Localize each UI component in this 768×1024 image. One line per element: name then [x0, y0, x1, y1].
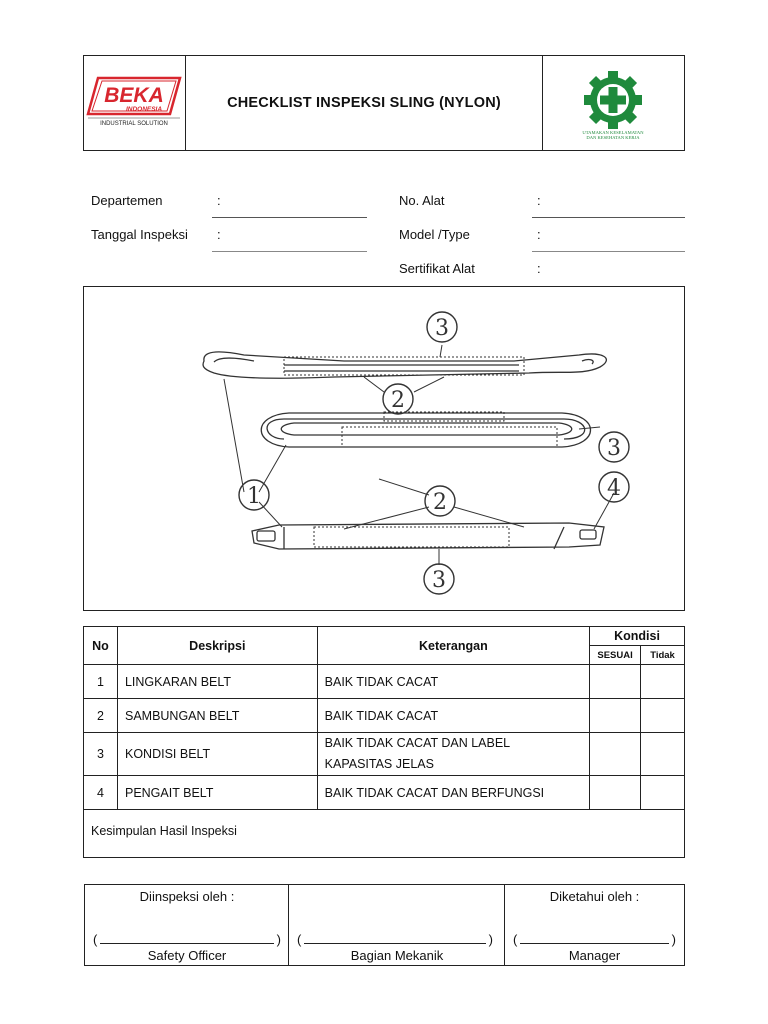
- col-keterangan-header: Keterangan: [317, 627, 589, 665]
- row-keterangan-line1: BAIK TIDAK CACAT DAN LABEL: [324, 736, 511, 750]
- beka-logo: [84, 56, 184, 150]
- signature-manager: [505, 885, 684, 965]
- row-deskripsi: PENGAIT BELT: [117, 776, 317, 810]
- callout-markers: [239, 312, 629, 594]
- table-row: [84, 665, 685, 699]
- col-deskripsi-header: Deskripsi: [117, 627, 317, 665]
- signature-bagian-mekanik: [289, 885, 505, 965]
- paren-close: ): [488, 932, 493, 947]
- callout-label: 3: [607, 436, 621, 461]
- logo-brand-text: BEKA: [104, 84, 164, 107]
- callout-label: 3: [432, 568, 446, 593]
- signature-blank: [100, 942, 273, 944]
- k3-caption-line1: UTAMAKAN KESELAMATAN: [582, 130, 644, 135]
- row-no: 1: [84, 665, 118, 699]
- no-alat-colon: :: [537, 193, 541, 208]
- sling-diagram-image: [84, 287, 684, 610]
- departemen-colon: :: [217, 193, 221, 208]
- k3-logo-cell: [542, 56, 684, 150]
- model-field[interactable]: [532, 251, 685, 252]
- signature-blank: [304, 942, 485, 944]
- col-kondisi-header: Kondisi: [590, 627, 685, 646]
- col-sesuai-header: SESUAI: [590, 646, 641, 665]
- row-no: 4: [84, 776, 118, 810]
- k3-caption-line2: DAN KESEHATAN KERJA: [586, 135, 640, 140]
- row-no: 3: [84, 733, 118, 776]
- signature-safety-officer: [85, 885, 289, 965]
- k3-gear-cross-icon: [543, 56, 683, 150]
- model-colon: :: [537, 227, 541, 242]
- no-alat-label: No. Alat: [399, 193, 445, 208]
- paren-open: (: [513, 932, 518, 947]
- model-label: Model /Type: [399, 227, 470, 242]
- tanggal-field[interactable]: [212, 251, 367, 252]
- row-deskripsi: KONDISI BELT: [117, 733, 317, 776]
- col-no-header: No: [84, 627, 118, 665]
- logo-tagline-text: INDUSTRIAL SOLUTION: [100, 121, 168, 127]
- paren-open: (: [297, 932, 302, 947]
- callout-label: 1: [247, 484, 261, 509]
- signature-line[interactable]: [513, 929, 676, 947]
- departemen-field[interactable]: [212, 217, 367, 218]
- sertifikat-colon: :: [537, 261, 541, 276]
- callout-label: 4: [607, 476, 621, 501]
- row-keterangan-line2: KAPASITAS JELAS: [324, 757, 434, 771]
- signature-blank: [520, 942, 668, 944]
- manager-label: Manager: [568, 948, 621, 963]
- bagian-mekanik-label: Bagian Mekanik: [350, 948, 444, 963]
- sertifikat-label: Sertifikat Alat: [399, 261, 475, 276]
- kesimpulan-cell[interactable]: [84, 810, 685, 858]
- tidak-check-cell[interactable]: [641, 776, 685, 810]
- paren-open: (: [93, 932, 98, 947]
- col-tidak-header: Tidak: [641, 646, 685, 665]
- header-box: [83, 55, 685, 151]
- tanggal-label: Tanggal Inspeksi: [91, 227, 188, 242]
- tidak-check-cell[interactable]: [641, 733, 685, 776]
- logo-sub-text: INDONESIA: [125, 106, 163, 113]
- acknowledged-by-label: Diketahui oleh :: [549, 889, 640, 904]
- checklist-table: [83, 626, 685, 858]
- tidak-check-cell[interactable]: [641, 665, 685, 699]
- tanggal-colon: :: [217, 227, 221, 242]
- row-keterangan: BAIK TIDAK CACAT: [317, 665, 589, 699]
- sesuai-check-cell[interactable]: [590, 665, 641, 699]
- paren-close: ): [671, 932, 676, 947]
- no-alat-field[interactable]: [532, 217, 685, 218]
- sesuai-check-cell[interactable]: [590, 733, 641, 776]
- safety-officer-label: Safety Officer: [147, 948, 227, 963]
- sling-flat-hook-drawing: [252, 523, 604, 549]
- paren-close: ): [276, 932, 281, 947]
- inspected-by-label: Diinspeksi oleh :: [139, 889, 235, 904]
- callout-label: 3: [435, 316, 449, 341]
- sesuai-check-cell[interactable]: [590, 699, 641, 733]
- callout-label: 2: [391, 388, 405, 413]
- row-deskripsi: LINGKARAN BELT: [117, 665, 317, 699]
- table-row: [84, 699, 685, 733]
- sling-diagram-frame: [83, 286, 685, 611]
- row-keterangan: BAIK TIDAK CACAT DAN BERFUNGSI: [317, 776, 589, 810]
- departemen-label: Departemen: [91, 193, 163, 208]
- tidak-check-cell[interactable]: [641, 699, 685, 733]
- sling-eye-eye-drawing: [203, 352, 606, 378]
- signature-box: [84, 884, 685, 966]
- sling-endless-drawing: [261, 412, 590, 447]
- row-keterangan: [317, 733, 589, 776]
- row-keterangan: BAIK TIDAK CACAT: [317, 699, 589, 733]
- row-deskripsi: SAMBUNGAN BELT: [117, 699, 317, 733]
- table-row: [84, 776, 685, 810]
- signature-line[interactable]: [297, 929, 493, 947]
- signature-line[interactable]: [93, 929, 281, 947]
- table-row: [84, 733, 685, 776]
- company-logo-cell: [84, 56, 186, 150]
- kesimpulan-label: Kesimpulan Hasil Inspeksi: [91, 824, 237, 838]
- document-title: CHECKLIST INSPEKSI SLING (NYLON): [227, 95, 501, 111]
- sesuai-check-cell[interactable]: [590, 776, 641, 810]
- row-no: 2: [84, 699, 118, 733]
- callout-label: 2: [433, 490, 447, 515]
